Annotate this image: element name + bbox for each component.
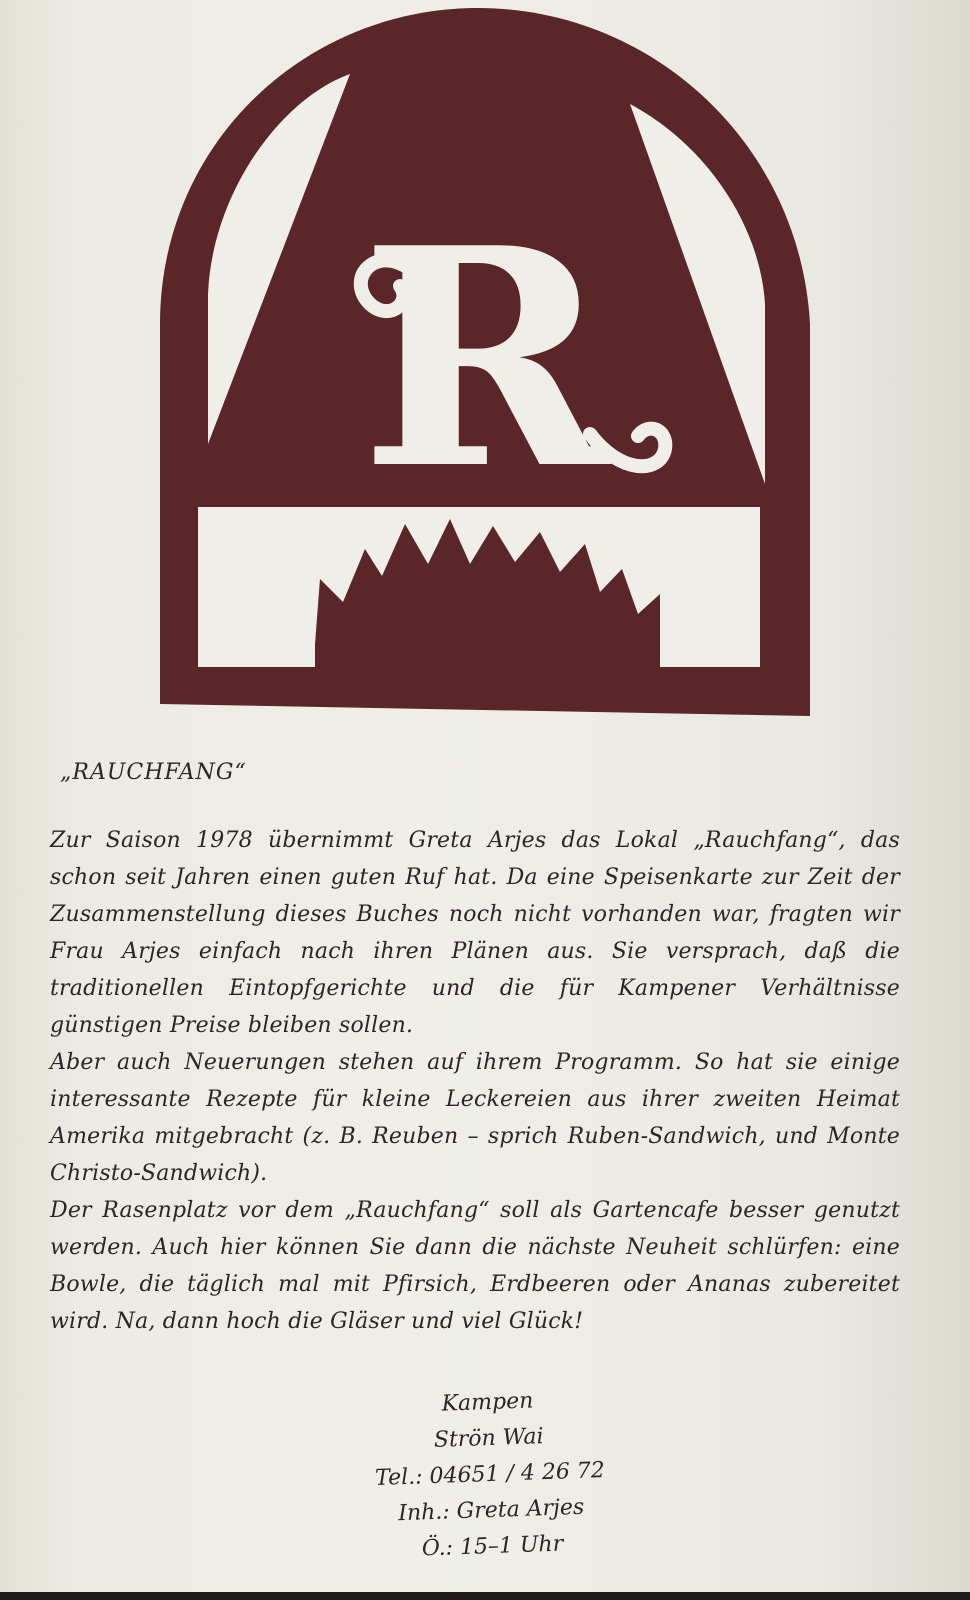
address-block [277,1378,703,1573]
restaurant-title: „RAUCHFANG“ [60,760,247,785]
address-street: Strön Wai [433,1424,544,1453]
address-owner: Inh.: Greta Arjes [397,1494,585,1527]
page-edge-shadow [0,1592,970,1600]
address-town: Kampen [441,1388,534,1417]
address-phone: Tel.: 04651 / 4 26 72 [374,1457,606,1492]
logo-letter-r: R [360,182,610,535]
address-hours: Ö.: 15–1 Uhr [421,1531,564,1562]
rauchfang-logo [160,4,810,724]
paragraph-3: Der Rasenplatz vor dem „Rauchfang“ soll als Gartencafe besser genutzt werden. Auch hier können Sie dann die nächste Neuheit schlürfen: eine Bowle, die täglich mal mit Pfirsich, Erdbeeren oder Ananas zubereitet wird. Na, dann hoch die Gläser und viel Glück! [50,1198,900,1334]
paragraph-1: Zur Saison 1978 übernimmt Greta Arjes das Lokal „Rauchfang“, das schon seit Jahren einen guten Ruf hat. Da eine Speisenkarte zur Zeit der Zusammenstellung dieses Buches noch nicht vorhanden war, fragten wir Frau Arjes einfach nach ihren Plänen aus. Sie versprach, daß die traditionellen Eintopfgerichte und die für Kampener Verhältnisse günstigen Preise bleiben sollen. [50,828,900,1038]
paragraph-2: Aber auch Neuerungen stehen auf ihrem Programm. So hat sie einige interessante Rezepte für kleine Leckereien aus ihrer zweiten Heimat Amerika mitgebracht (z. B. Reuben – sprich Ruben-Sandwich, und Monte Christo-Sandwich). [50,1050,900,1186]
description [50,822,900,1340]
